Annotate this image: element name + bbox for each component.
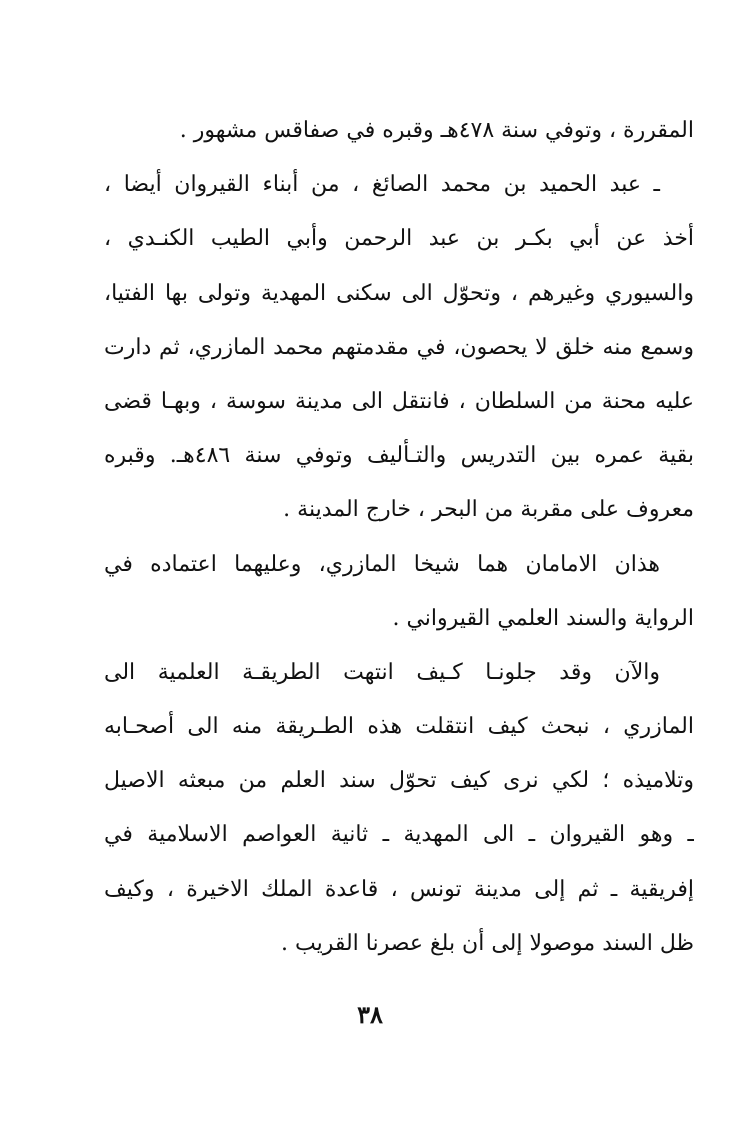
- text-line: إفريقية ـ ثم إلى مدينة تونس ، قاعدة الملك الاخيرة ، وكيف: [104, 876, 694, 902]
- text-line: ـ وهو القيروان ـ الى المهدية ـ ثانية العواصم الاسلامية في: [104, 822, 694, 848]
- text-line: ظل السند موصولا إلى أن بلغ عصرنا القريب .: [281, 930, 694, 956]
- text-line: وتلاميذه ؛ لكي نرى كيف تحوّل سند العلم من مبعثه الاصيل: [104, 768, 694, 794]
- text-line: عليه محنة من السلطان ، فانتقل الى مدينة سوسة ، وبهـا قضى: [104, 388, 694, 414]
- text-line: هذان الامامان هما شيخا المازري، وعليهما اعتماده في: [104, 551, 660, 577]
- text-line: ـ عبد الحميد بن محمد الصائغ ، من أبناء القيروان أيضا ،: [104, 172, 660, 198]
- text-line: الرواية والسند العلمي القيرواني .: [392, 605, 694, 631]
- page-number: ٣٨: [357, 1000, 383, 1029]
- text-line: معروف على مقربة من البحر ، خارج المدينة .: [283, 497, 694, 523]
- text-line: أخذ عن أبي بكـر بن عبد الرحمن وأبي الطيب الكنـدي ،: [104, 226, 694, 252]
- body-text: [104, 104, 694, 971]
- text-line: المقررة ، وتوفي سنة ٤٧٨هـ وقبره في صفاقس مشهور .: [179, 118, 694, 143]
- text-line: وسمع منه خلق لا يحصون، في مقدمتهم محمد المازري، ثم دارت: [104, 334, 694, 360]
- text-line: المازري ، نبحث كيف انتقلت هذه الطـريقة منه الى أصحـابه: [104, 714, 694, 740]
- text-line: والسيوري وغيرهم ، وتحوّل الى سكنى المهدية وتولى بها الفتيا،: [104, 280, 694, 306]
- text-line: بقية عمره بين التدريس والتـأليف وتوفي سنة ٤٨٦هـ. وقبره: [104, 443, 694, 469]
- text-line: والآن وقد جلونـا كـيف انتهت الطريقـة العلمية الى: [104, 659, 660, 685]
